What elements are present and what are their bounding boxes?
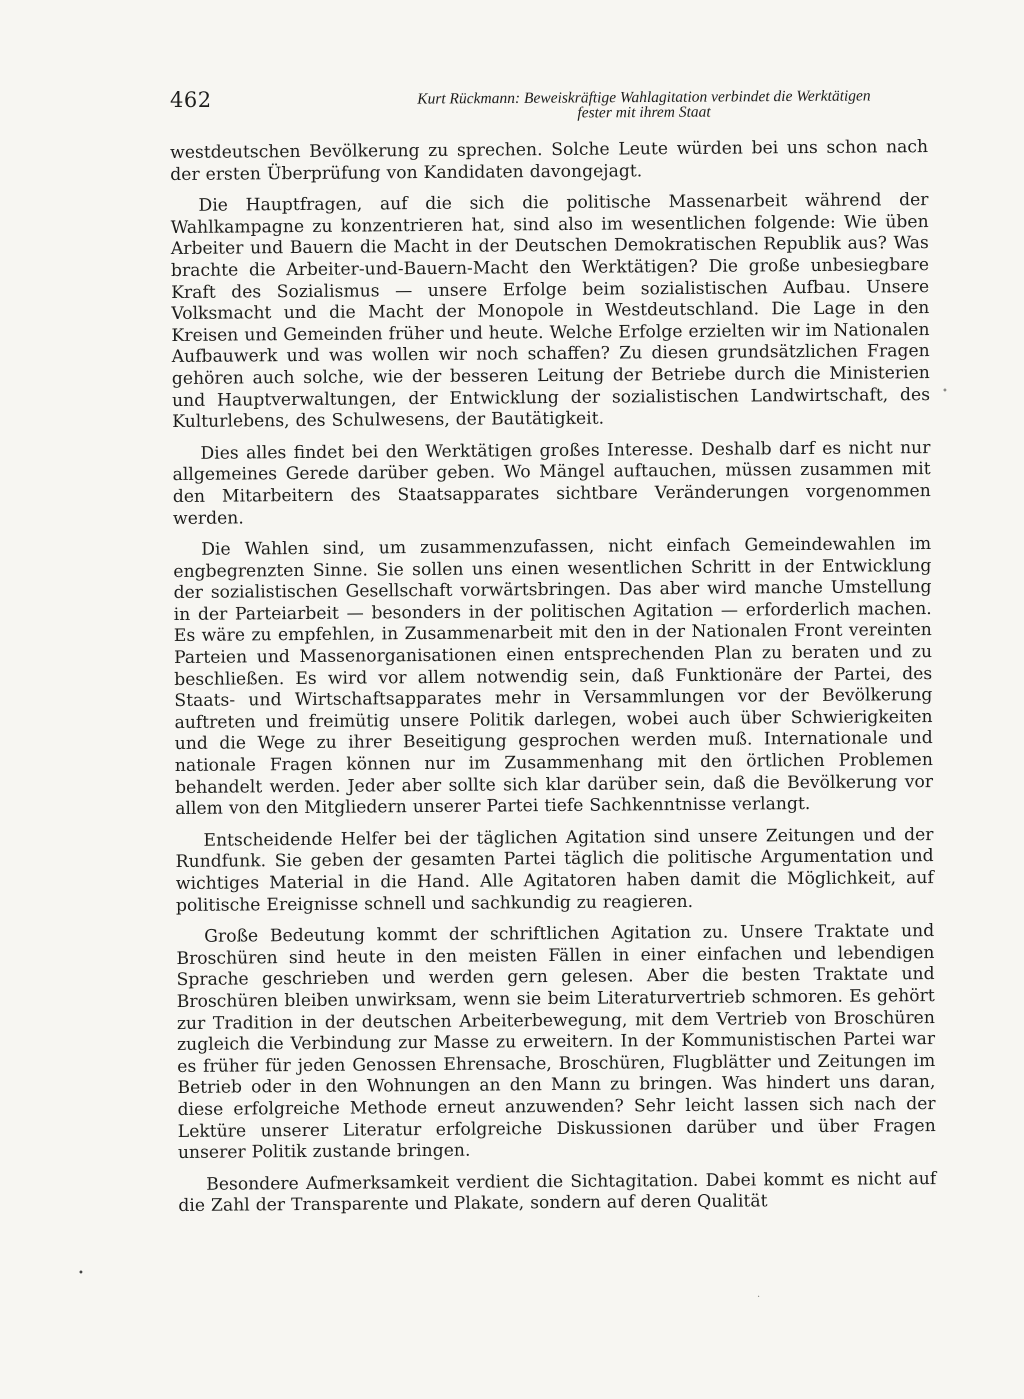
paragraph-sichtagitation: Besondere Aufmerksamkeit verdient die Sichtagitation. Dabei kommt es nicht auf die Zahl der Transparente und Plakate, sondern auf deren Qualität bbox=[178, 1168, 937, 1217]
running-head-line-2: fester mit ihrem Staat bbox=[577, 103, 711, 122]
paragraph-hauptfragen: Die Hauptfragen, auf die sich die politische Massenarbeit während der Wahlkampagne zu konzentrieren hat, sind also im wesentlichen folgende: Wie üben Arbeiter und Bauern die Macht in der Deutschen Demokratischen Republik aus? Was brachte die Arbeiter-und-Bauern-Macht den Werktätigen? Die große unbesiegbare Kraft des Sozialismus — unsere Erfolge beim sozialistischen Aufbau. Unsere Volksmacht und die Macht der Monopole in Westdeutschland. Die Lage in den Kreisen und Gemeinden früher und heute. Welche Erfolge erzielten wir im Nationalen Aufbauwerk und was wollen wir noch schaffen? Zu diesen grundsätzlichen Fragen gehören auch solche, wie der besseren Leitung der Betriebe durch die Ministerien und Hauptverwaltungen, der Entwicklung der sozialistischen Landwirtschaft, des Kulturlebens, des Schulwesens, der Bautätigkeit. bbox=[170, 190, 931, 433]
page-header bbox=[170, 84, 930, 124]
margin-dot-mark: • bbox=[78, 1268, 84, 1279]
margin-speck-mark: • bbox=[942, 386, 948, 397]
paragraph-interesse: Dies alles findet bei den Werktätigen großes Interesse. Deshalb darf es nicht nur allgemeines Gerede darüber geben. Wo Mängel auftauchen, müssen zusammen mit den Mitarbeitern des Staatsapparates sichtbare Veränderungen vorgenommen werden. bbox=[172, 437, 931, 529]
paragraph-schriftliche-agitation: Große Bedeutung kommt der schriftlichen Agitation zu. Unsere Traktate und Broschüren sind heute in den meisten Fällen in einer einfachen und lebendigen Sprache geschrieben und werden gern gelesen. Aber die besten Traktate und Broschüren bleiben unwirksam, wenn sie beim Literaturvertrieb schmoren. Es gehört zur Tradition in der deutschen Arbeiterbewegung, mit dem Vertrieb von Broschüren zugleich die Verbindung zur Masse zu erweitern. In der Kommunistischen Partei war es früher für jeden Genossen Ehrensache, Broschüren, Flugblätter und Zeitungen im Betrieb oder in den Wohnungen an den Mann zu bringen. Was hindert uns daran, diese erfolgreiche Methode erneut anzuwenden? Sehr leicht lassen sich nach der Lektüre unserer Literatur erfolgreiche Diskussionen darüber und über Fragen unserer Politik zustande bringen. bbox=[176, 921, 936, 1164]
body-text bbox=[170, 137, 936, 1228]
margin-smudge-mark: · bbox=[757, 1292, 761, 1303]
running-head bbox=[358, 88, 930, 122]
page-number: 462 bbox=[170, 88, 212, 112]
paragraph-helfer: Entscheidende Helfer bei der täglichen Agitation sind unsere Zeitungen und der Rundfunk. Sie geben der gesamten Partei täglich die politische Argumentation und wichtiges Material in die Hand. Alle Agitatoren haben damit die Möglichkeit, auf politische Ereignisse schnell und sachkundig zu reagieren. bbox=[175, 824, 934, 916]
paragraph-continued: westdeutschen Bevölkerung zu sprechen. Solche Leute würden bei uns schon nach der ersten Überprüfung von Kandidaten davongejagt. bbox=[170, 137, 929, 185]
running-head-line-1: Kurt Rückmann: Beweiskräftige Wahlagitation verbindet die Werktätigen bbox=[417, 87, 871, 108]
paragraph-wahlen: Die Wahlen sind, um zusammenzufassen, nicht einfach Gemeindewahlen im engbegrenzten Sinne. Sie sollen uns einen wesentlichen Schritt in der Entwicklung der sozialistischen Gesellschaft vorwärtsbringen. Das aber wird manche Umstellung in der Parteiarbeit — besonders in der politischen Agitation — erforderlich machen. Es wäre zu empfehlen, in Zusammenarbeit mit den in der Nationalen Front vereinten Parteien und Massenorganisationen einen entsprechenden Plan zu beraten und zu beschließen. Es wird vor allem notwendig sein, daß Funktionäre der Partei, des Staats- und Wirtschaftsapparates mehr in Versammlungen vor der Bevölkerung auftreten und freimütig unsere Politik darlegen, wobei auch über Schwierigkeiten und die Wege zu ihrer Beseitigung gesprochen werden muß. Internationale und nationale Fragen können nur im Zusammenhang mit den örtlichen Problemen behandelt werden. Jeder aber sollte sich klar darüber sein, daß die Bevölkerung vor allem von den Mitgliedern unserer Partei tiefe Sachkenntnisse verlangt. bbox=[173, 534, 934, 820]
